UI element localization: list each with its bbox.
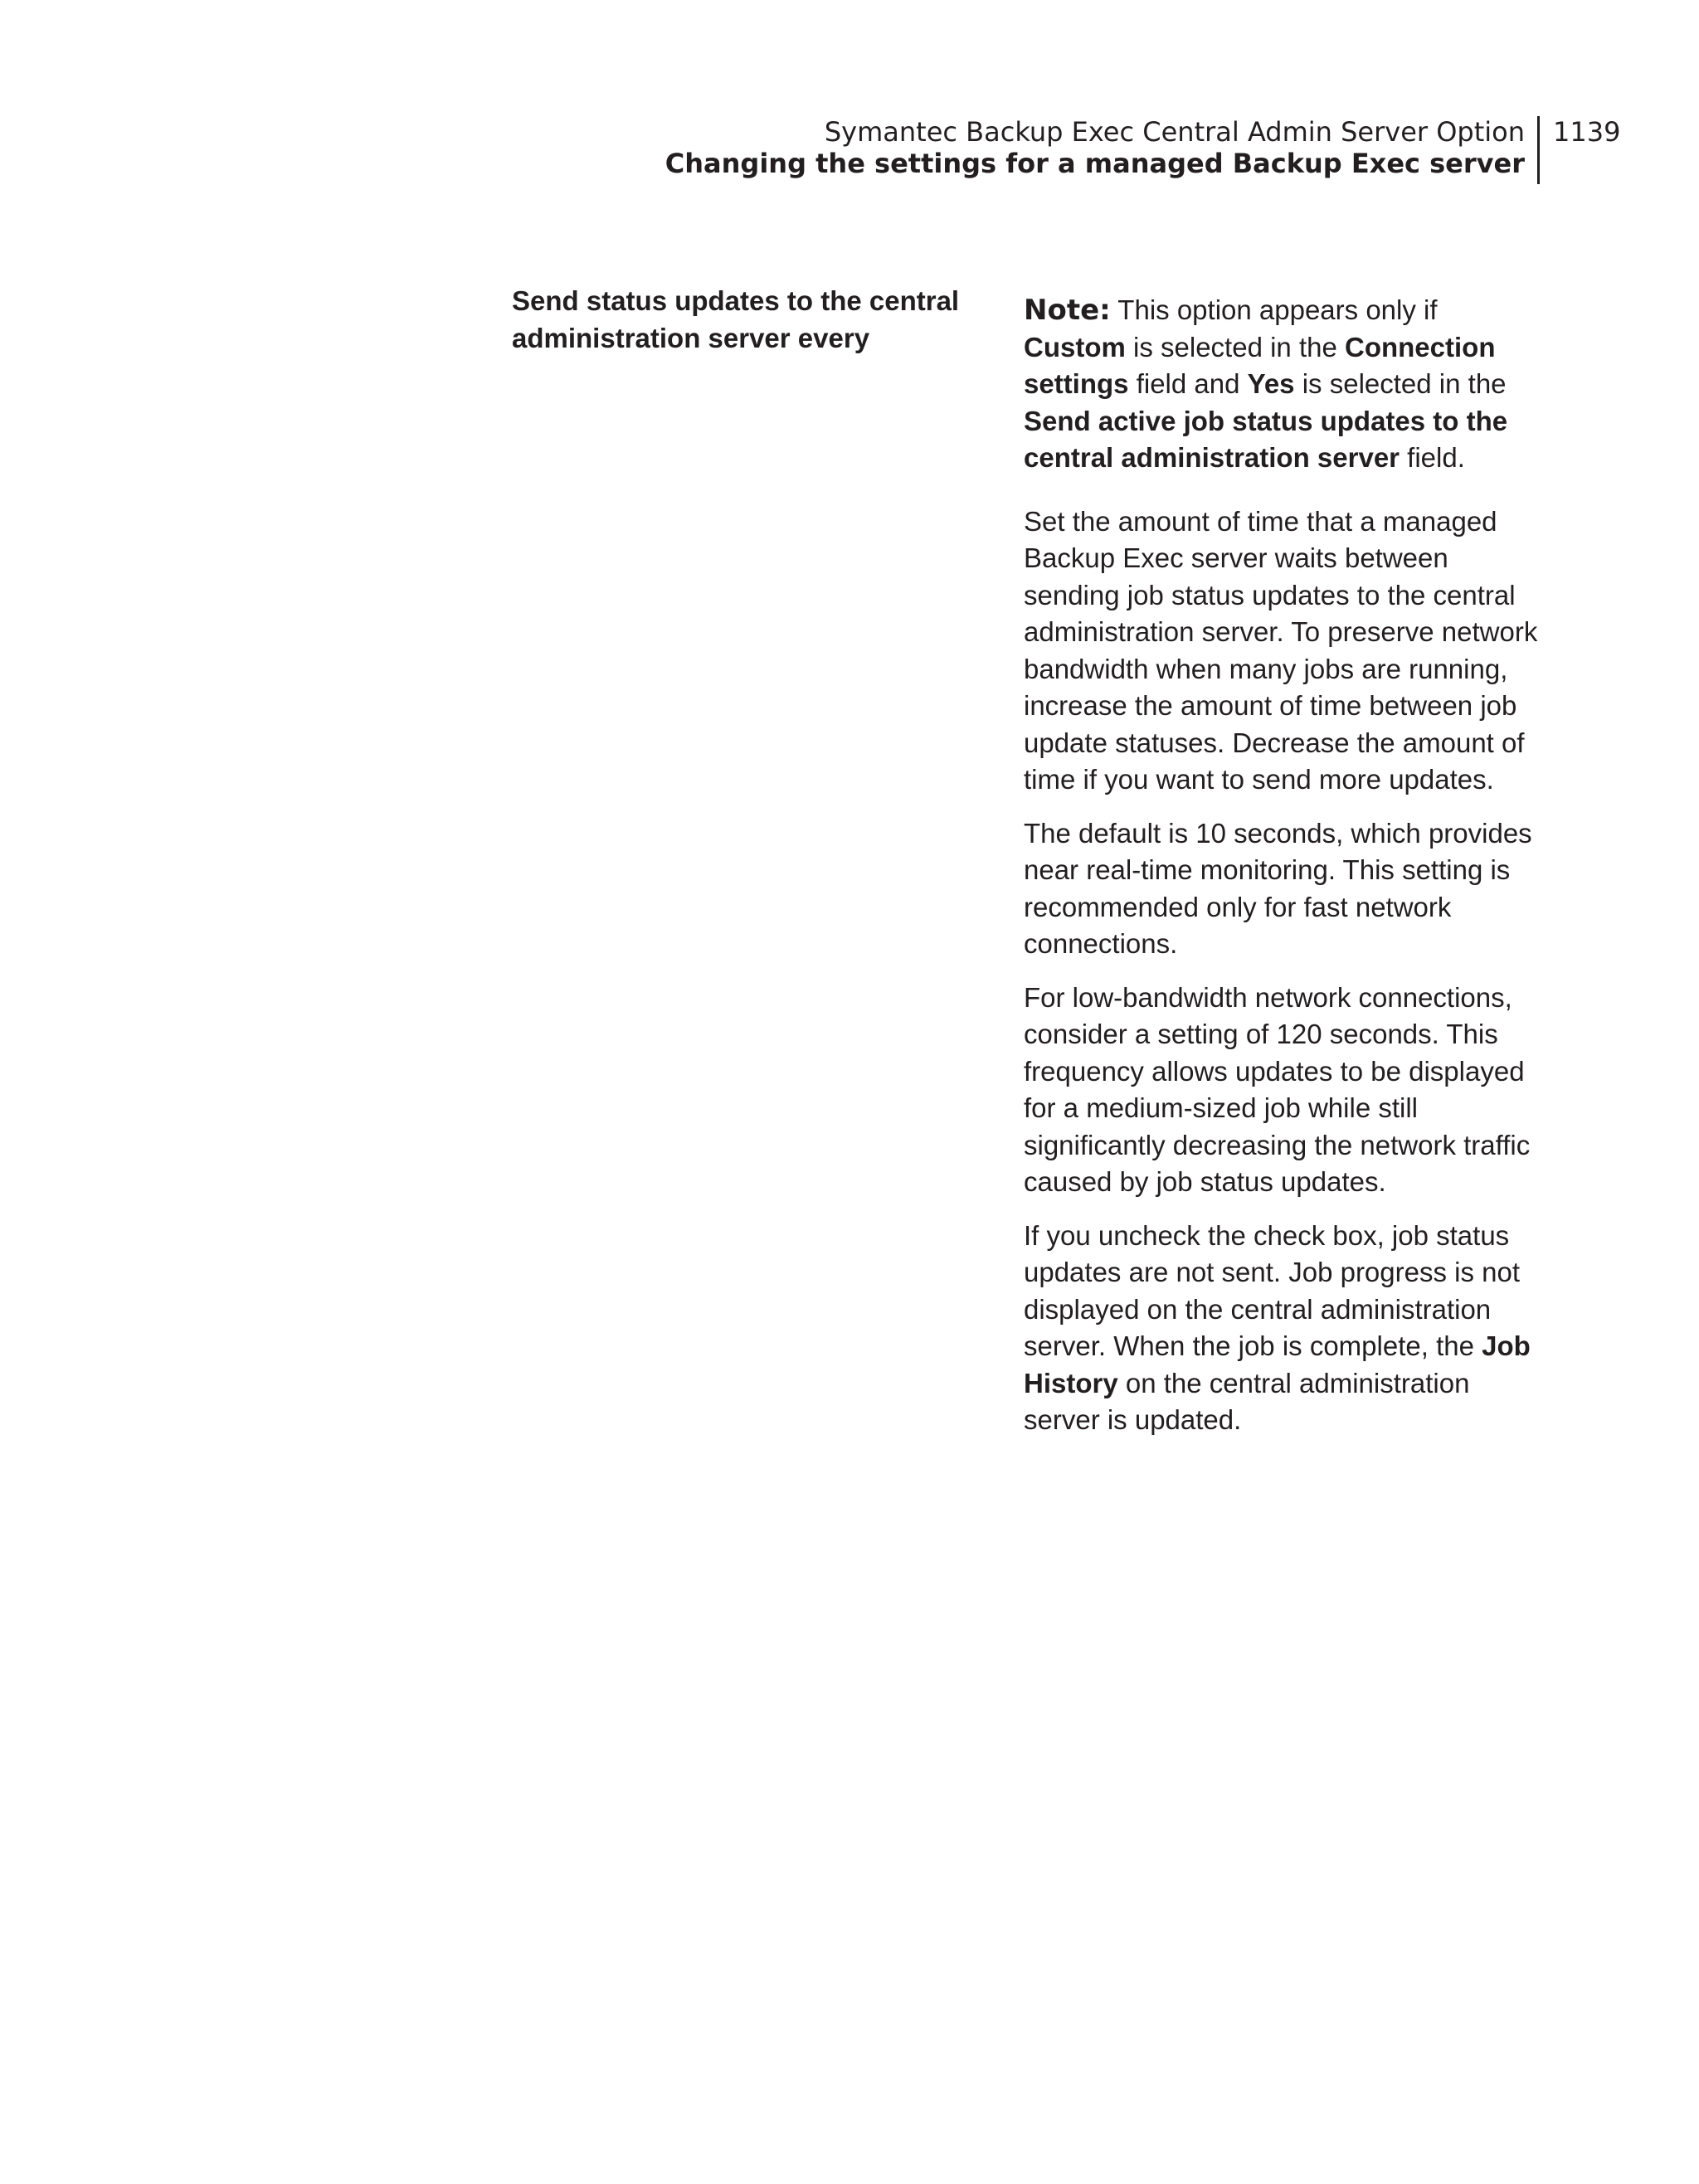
- page-number: 1139: [1553, 116, 1621, 148]
- note-text: This option appears only if: [1110, 294, 1438, 325]
- header-text: [665, 116, 1525, 179]
- running-header: [0, 116, 1699, 191]
- bold-job-history: Job History: [1024, 1330, 1531, 1398]
- paragraph-text: If you uncheck the check box, job status updates are not sent. Job progress is not displayed on the central administration server. When the job is complete, the: [1024, 1219, 1521, 1361]
- note-text: field and: [1128, 368, 1248, 399]
- header-title: Symantec Backup Exec Central Admin Server Option: [824, 116, 1525, 148]
- description-paragraph: For low-bandwidth network connections, consider a setting of 120 seconds. This frequency allows updates to be displayed for a medium-sized job while still significantly decreasing the network traffic caused by job status updates.: [1024, 981, 1531, 1197]
- note-bold-send-active-job-status: Send active job status updates to the central administration server: [1024, 405, 1508, 473]
- description-paragraph: The default is 10 seconds, which provides near real-time monitoring. This setting is recommended only for fast network connections.: [1024, 817, 1532, 959]
- note-bold-connection-settings: Connection settings: [1024, 331, 1496, 399]
- option-term: Send status updates to the central administration server every: [512, 285, 960, 353]
- description-paragraph: Set the amount of time that a managed Backup Exec server waits between sending job status updates to the central administration server. To preserve network bandwidth when many jobs are running, increase the amount of time between job update statuses. Decrease the amount of time if you want to send more updates.: [1024, 505, 1538, 795]
- note-bold-custom: Custom: [1024, 331, 1126, 362]
- note-text: field.: [1400, 442, 1465, 473]
- note-bold-yes: Yes: [1247, 368, 1295, 399]
- note-text: is selected in the: [1294, 368, 1507, 399]
- note-paragraph: [1024, 292, 1538, 477]
- note-label: Note:: [1024, 294, 1111, 327]
- option-description: [1024, 292, 1538, 1456]
- note-text: is selected in the: [1125, 331, 1345, 362]
- description-paragraph: [1024, 1218, 1538, 1439]
- header-subtitle: Changing the settings for a managed Backup Exec server: [665, 148, 1525, 179]
- paragraph-text: on the central administration server is updated.: [1024, 1367, 1470, 1435]
- header-divider: [1537, 116, 1540, 184]
